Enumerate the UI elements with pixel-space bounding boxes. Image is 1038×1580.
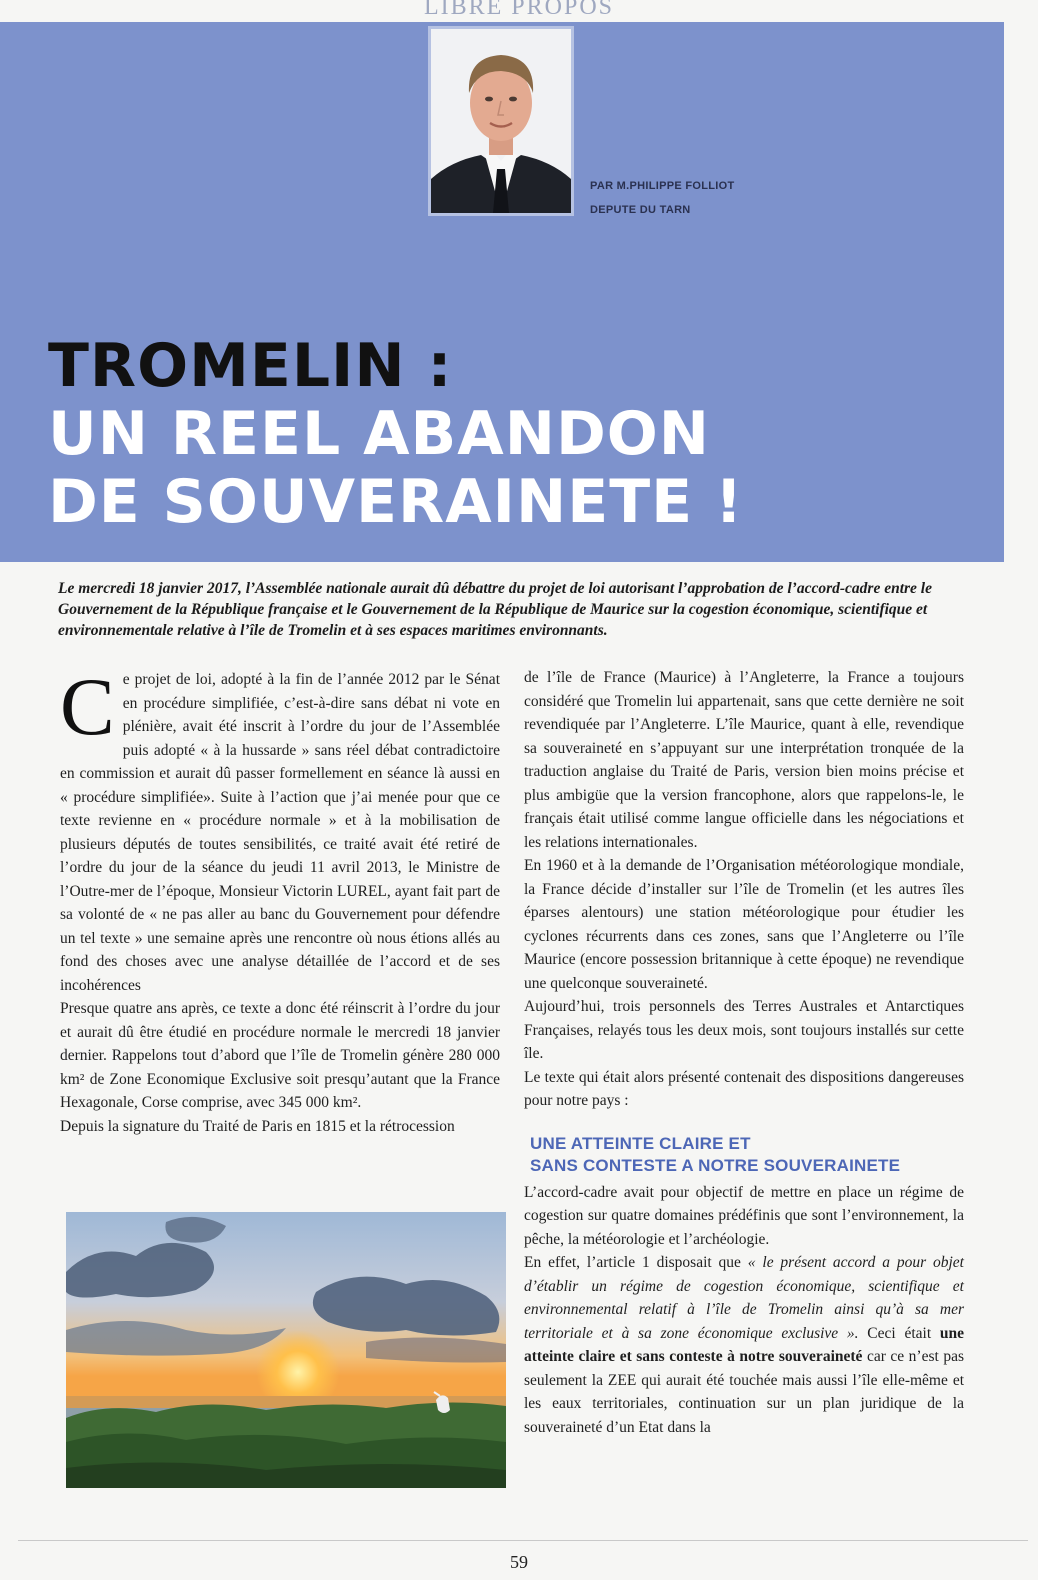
article-lead: Le mercredi 18 janvier 2017, l’Assemblée nationale aurait dû débattre du projet de loi autorisant l’approbation de l’accord-cadre entre le Gouvernement de la République française et le Gouvernement de la République de Maurice sur la cogestion économique, scientifique et environnementale relative à l’île de Tromelin et à ses espaces maritimes environnants.	[58, 580, 932, 639]
bold-statement: une atteinte claire et sans conteste à notre souveraineté	[524, 1324, 964, 1365]
article-headline	[48, 332, 743, 536]
body-paragraph: e projet de loi, adopté à la fin de l’année 2012 par le Sénat en procédure simplifiée, c’est-à-dire sans débat ni vote en plénière, avait été inscrit à l’ordre du jour de l’Assemblée puis adopté « à la hussarde » sans réel débat contradictoire en commission et aurait dû passer formellement en séance là aussi en « procédure simplifiée». Suite à l’action que j’ai menée pour que ce texte revienne en « procédure normale » et à la mobilisation de plusieurs députés de toutes sensibilités, ce traité avait été retiré de l’ordre du jour de la séance du jeudi 11 avril 2013, le Ministre de l’Outre-mer de l’époque, Monsieur Victorin LUREL, ayant fait part de sa volonté de « ne pas aller au banc du Gouvernement pour défendre un tel texte » une semaine après une rencontre où nous étions allés au fond des choses avec une analyse détaillée de l’accord et de ses incohérences	[60, 671, 500, 994]
body-paragraph: Aujourd’hui, trois personnels des Terres Australes et Antarctiques Françaises, relayés tous les deux mois, sont toujours installés sur cette île.	[524, 998, 964, 1062]
drop-cap: C	[60, 661, 115, 752]
body-paragraph: Presque quatre ans après, ce texte a donc été réinscrit à l’ordre du jour et aurait dû être étudié en procédure normale le mercredi 18 janvier dernier. Rappelons tout d’abord que l’île de Tromelin génère 280 000 km² de Zone Economique Exclusive soit presqu’autant que la France Hexagonale, Corse comprise, avec 345 000 km².	[60, 1000, 500, 1111]
body-column-right	[524, 666, 964, 1439]
body-column-left	[60, 661, 500, 1138]
section-subheading	[530, 1133, 964, 1177]
author-portrait	[428, 26, 574, 216]
paragraph-end: car ce n’est pas seulement la ZEE qui aurait été touchée mais aussi l’île elle-même et les eaux territoriales, continuation sur un plan juridique de la souveraineté d’un Etat dans la	[524, 1348, 964, 1436]
body-paragraph: En 1960 et à la demande de l’Organisation météorologique mondiale, la France décide d’installer sur l’île de Tromelin (et les autres îles éparses alentours) une station météorologique pour étudier les cyclones récurrents dans ces zones, sans que l’Angleterre ou l’île Maurice (encore possession britannique à cette époque) ne revendique une quelconque souveraineté.	[524, 857, 964, 992]
section-label: LIBRE PROPOS	[423, 0, 615, 20]
body-paragraph: L’accord-cadre avait pour objectif de mettre en place un régime de cogestion sur quatre domaines prédéfinis que sont l’environnement, la pêche, la météorologie et l’archéologie.	[524, 1183, 964, 1248]
page-number: 59	[510, 1552, 528, 1572]
paragraph-middle: Ceci était	[858, 1324, 940, 1342]
author-name: PAR M.PHILIPPE FOLLIOT	[590, 180, 735, 192]
headline-line-3: DE SOUVERAINETE !	[48, 467, 744, 537]
article-quote: « le présent accord a pour objet d’établir un régime de cogestion économique, scientifique et environnemental relatif à l’île de Tromelin ainsi qu’à sa mer territoriale et à sa zone économique exclusive ».	[524, 1254, 964, 1342]
author-role: DEPUTE DU TARN	[590, 204, 691, 216]
headline-line-1: TROMELIN :	[48, 331, 453, 401]
subheading-line-2: SANS CONTESTE A NOTRE SOUVERAINETE	[530, 1155, 901, 1175]
subheading-line-1: UNE ATTEINTE CLAIRE ET	[530, 1133, 751, 1153]
headline-line-2: UN REEL ABANDON	[48, 399, 710, 469]
body-paragraph	[524, 1251, 964, 1439]
paragraph-start: En effet, l’article 1 disposait que	[524, 1254, 748, 1271]
footer-rule	[18, 1540, 1028, 1541]
author-byline	[590, 174, 735, 222]
sunset-photo	[66, 1212, 506, 1488]
body-paragraph: de l’île de France (Maurice) à l’Angleterre, la France a toujours considéré que Tromelin lui appartenait, sans que cette dernière ne soit revendiquée par l’Angleterre. L’île Maurice, quant à elle, revendique sa souveraineté en s’appuyant sur une interprétation tronquée de la traduction anglaise du Traité de Paris, version bien moins précise et plus ambigüe que la version francophone, alors que rappelons-le, le français était utilisé comme langue officielle dans les négociations et les relations internationales.	[524, 669, 964, 851]
body-paragraph: Le texte qui était alors présenté contenait des dispositions dangereuses pour notre pays :	[524, 1068, 964, 1109]
header-banner	[0, 22, 1004, 562]
body-paragraph: Depuis la signature du Traité de Paris en 1815 et la rétrocession	[60, 1117, 455, 1135]
